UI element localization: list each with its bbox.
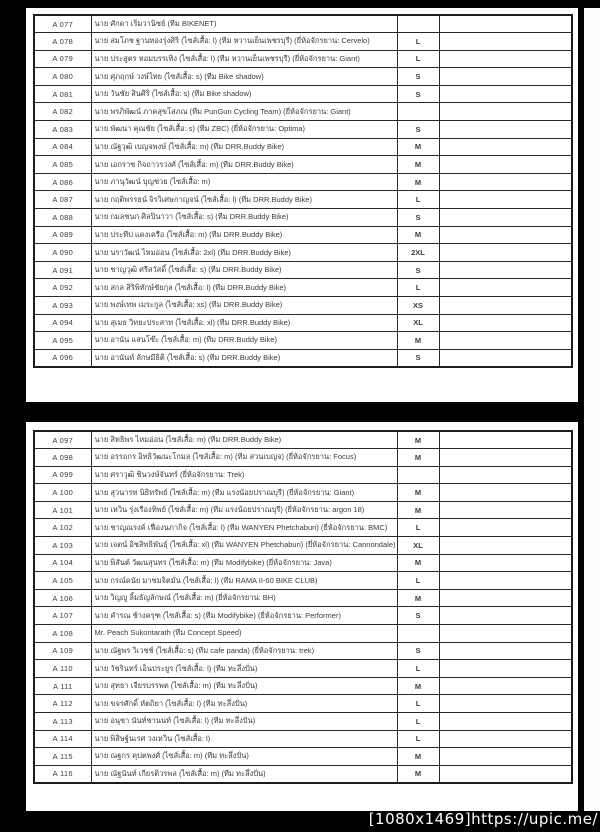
table-row (34, 466, 572, 484)
shirt-size: M (397, 748, 439, 766)
participant-id: A 079 (34, 50, 91, 68)
table-row (34, 642, 572, 660)
shirt-size: S (397, 642, 439, 660)
empty-cell (439, 466, 572, 484)
participant-id: A 094 (34, 314, 91, 332)
shirt-size: S (397, 209, 439, 227)
shirt-size (397, 466, 439, 484)
shirt-size (397, 103, 439, 121)
table-row (34, 677, 572, 695)
empty-cell (439, 191, 572, 209)
participant-id: A 107 (34, 607, 91, 625)
table-row (34, 332, 572, 350)
shirt-size: L (397, 730, 439, 748)
participant-name: นาย เหวิน รุ่งเรืองทิพย์ (ไซส์เสื้อ: m) (ทีม แรงน้อยปราณบุรี) (ยี่ห้อจักรยาน: argon 18) (91, 501, 397, 519)
table-row (34, 226, 572, 244)
participant-name: นาย ภานุวัฒน์ บุญช่วย (ไซส์เสื้อ: m) (91, 173, 397, 191)
table-row (34, 68, 572, 86)
participant-id: A 095 (34, 332, 91, 350)
table-row (34, 431, 572, 449)
participant-id: A 081 (34, 85, 91, 103)
empty-cell (439, 554, 572, 572)
table-row (34, 103, 572, 121)
empty-cell (439, 537, 572, 555)
empty-cell (439, 138, 572, 156)
table-row (34, 625, 572, 643)
participant-name: นาย คำรณ ช้างครุฑ (ไซส์เสื้อ: s) (ทีม Modifybike) (ยี่ห้อจักรยาน: Performer) (91, 607, 397, 625)
table-row (34, 50, 572, 68)
participant-name: นาย ชาญณรงค์ เฟื่องนภากิจ (ไซส์เสื้อ: l) (ทีม WANYEN Phetchaburi) (ยี่ห้อจักรยาน: BMC) (91, 519, 397, 537)
shirt-size: L (397, 660, 439, 678)
shirt-size: XL (397, 314, 439, 332)
participant-id: A 103 (34, 537, 91, 555)
table-row (34, 33, 572, 51)
participant-id: A 106 (34, 589, 91, 607)
empty-cell (439, 15, 572, 33)
shirt-size: M (397, 765, 439, 783)
shirt-size: 2XL (397, 244, 439, 262)
table-row (34, 15, 572, 33)
empty-cell (439, 765, 572, 783)
participant-name: นาย วัชรินทร์ เอ็นประยูร (ไซส์เสื้อ: l) (ทีม ทะลึ่งปั่น) (91, 660, 397, 678)
participant-name: Mr. Peach Sukontarath (ทีม Concept Speed) (91, 625, 397, 643)
shirt-size: XL (397, 537, 439, 555)
empty-cell (439, 209, 572, 227)
participant-name: นาย เจตน์ อิชสิทธิพันธุ์ (ไซส์เสื้อ: xl) (ทีม WANYEN Phetchaburi) (ยี่ห้อจักรยาน: Cannondale) (91, 537, 397, 555)
empty-cell (439, 519, 572, 537)
empty-cell (439, 173, 572, 191)
participant-id: A 090 (34, 244, 91, 262)
participant-id: A 080 (34, 68, 91, 86)
shirt-size: S (397, 261, 439, 279)
shirt-size (397, 625, 439, 643)
participant-name: นาย ขจรศักดิ์ หัตถิยา (ไซส์เสื้อ: l) (ทีม ทะลึ่งปั่น) (91, 695, 397, 713)
participant-name: นาย วันชัย สินศิริ (ไซส์เสื้อ: s) (ทีม Bike shadow) (91, 85, 397, 103)
shirt-size: M (397, 226, 439, 244)
participant-id: A 111 (34, 677, 91, 695)
shirt-size: M (397, 449, 439, 467)
participant-name: นาย ณฐกร คุปตพงศ์ (ไซส์เสื้อ: m) (ทีม ทะลึ่งปั่น) (91, 748, 397, 766)
empty-cell (439, 314, 572, 332)
participant-id: A 113 (34, 713, 91, 731)
table-row (34, 713, 572, 731)
participant-name: นาย สมโภช ฐานทองรุ่งศิริ (ไซส์เสื้อ: l) (ทีม หวานเย็นเพชรบุรี) (ยี่ห้อจักรยาน: Cervelo) (91, 33, 397, 51)
shirt-size: S (397, 121, 439, 139)
shirt-size: M (397, 484, 439, 502)
participant-name: นาย สุวนารท นิธิทรัพย์ (ไซส์เสื้อ: m) (ทีม แรงน้อยปราณบุรี) (ยี่ห้อจักรยาน: Giant) (91, 484, 397, 502)
shirt-size (397, 15, 439, 33)
participant-name: นาย กฤติพรรธน์ จิรวิเศษกาญจน์ (ไซส์เสื้อ: l) (ทีม DRR.Buddy Bike) (91, 191, 397, 209)
shirt-size: L (397, 279, 439, 297)
empty-cell (439, 431, 572, 449)
empty-cell (439, 85, 572, 103)
shirt-size: M (397, 589, 439, 607)
shirt-size: L (397, 713, 439, 731)
participant-id: A 077 (34, 15, 91, 33)
participant-id: A 115 (34, 748, 91, 766)
adjacent-page-edge-sliver (584, 8, 600, 811)
participant-name: นาย ศราวุฒิ ชินวงษ์จันทร์ (ยี่ห้อจักรยาน: Trek) (91, 466, 397, 484)
participant-name: นาย ณัฐวุฒิ เบญจพงษ์ (ไซส์เสื้อ: m) (ทีม DRR.Buddy Bike) (91, 138, 397, 156)
table-row (34, 121, 572, 139)
empty-cell (439, 449, 572, 467)
participant-name: นาย กมลชนก ศิลปินาวา (ไซส์เสื้อ: s) (ทีม DRR.Buddy Bike) (91, 209, 397, 227)
participant-id: A 082 (34, 103, 91, 121)
participant-id: A 093 (34, 297, 91, 315)
shirt-size: M (397, 554, 439, 572)
empty-cell (439, 607, 572, 625)
shirt-size: XS (397, 297, 439, 315)
participant-id: A 083 (34, 121, 91, 139)
participant-name: นาย สุเมธ วิทยะประสาท (ไซส์เสื้อ: xl) (ทีม DRR.Buddy Bike) (91, 314, 397, 332)
shirt-size: L (397, 572, 439, 590)
participant-name: นาย ณัฐพร วิเวชช์ (ไซส์เสื้อ: s) (ทีม cafe panda) (ยี่ห้อจักรยาน: trek) (91, 642, 397, 660)
shirt-size: S (397, 349, 439, 367)
participant-id: A 089 (34, 226, 91, 244)
participant-name: นาย สิทธิพร ไหมอ่อน (ไซส์เสื้อ: m) (ทีม DRR.Buddy Bike) (91, 431, 397, 449)
empty-cell (439, 677, 572, 695)
empty-cell (439, 332, 572, 350)
table-row (34, 589, 572, 607)
participant-id: A 116 (34, 765, 91, 783)
empty-cell (439, 156, 572, 174)
roster-table-page-2 (33, 430, 573, 784)
empty-cell (439, 572, 572, 590)
table-row (34, 173, 572, 191)
table-row (34, 695, 572, 713)
table-row (34, 484, 572, 502)
participant-name: นาย ศักดา เริ่มวานิชย์ (ทีม BIKENET) (91, 15, 397, 33)
table-row (34, 607, 572, 625)
empty-cell (439, 297, 572, 315)
table-row (34, 209, 572, 227)
empty-cell (439, 501, 572, 519)
table-row (34, 554, 572, 572)
participant-name: นาย พัฒนา คุณชัย (ไซส์เสื้อ: s) (ทีม ZBC) (ยี่ห้อจักรยาน: Optima) (91, 121, 397, 139)
table-row (34, 501, 572, 519)
participant-id: A 096 (34, 349, 91, 367)
participant-id: A 108 (34, 625, 91, 643)
participant-id: A 098 (34, 449, 91, 467)
participant-name: นาย เอกราช กิจถาวรวงศ์ (ไซส์เสื้อ: m) (ทีม DRR.Buddy Bike) (91, 156, 397, 174)
empty-cell (439, 121, 572, 139)
participant-name: นาย ชาญวุฒิ ศรีสวัสดิ์ (ไซส์เสื้อ: s) (ทีม DRR.Buddy Bike) (91, 261, 397, 279)
empty-cell (439, 589, 572, 607)
shirt-size: M (397, 156, 439, 174)
participant-id: A 105 (34, 572, 91, 590)
participant-id: A 102 (34, 519, 91, 537)
participant-id: A 087 (34, 191, 91, 209)
shirt-size: M (397, 332, 439, 350)
participant-id: A 084 (34, 138, 91, 156)
participant-id: A 092 (34, 279, 91, 297)
participant-id: A 099 (34, 466, 91, 484)
shirt-size: L (397, 50, 439, 68)
participant-id: A 112 (34, 695, 91, 713)
participant-name: นาย อรรถกร อิทธิวัฒนะโกมล (ไซส์เสื้อ: m) (ทีม สวนเบญจ) (ยี่ห้อจักรยาน: Focus) (91, 449, 397, 467)
participant-id: A 086 (34, 173, 91, 191)
participant-name: นาย พงษ์เทพ เมระกูล (ไซส์เสื้อ: xs) (ทีม DRR.Buddy Bike) (91, 297, 397, 315)
participant-name: นาย ศุภฤกษ์ วงษ์ไทย (ไซส์เสื้อ: s) (ทีม Bike shadow) (91, 68, 397, 86)
participant-name: นาย ณัฐนันท์ เกียรติวรพล (ไซส์เสื้อ: m) (ทีม ทะลึ่งปั่น) (91, 765, 397, 783)
shirt-size: M (397, 138, 439, 156)
empty-cell (439, 50, 572, 68)
shirt-size: M (397, 677, 439, 695)
document-page-1 (26, 8, 578, 402)
table-row (34, 244, 572, 262)
table-row (34, 730, 572, 748)
shirt-size: M (397, 173, 439, 191)
table-row (34, 748, 572, 766)
participant-name: นาย อนุชา นันท์ชานนท์ (ไซส์เสื้อ: l) (ทีม ทะลึ่งปั่น) (91, 713, 397, 731)
shirt-size: L (397, 191, 439, 209)
participant-id: A 078 (34, 33, 91, 51)
empty-cell (439, 68, 572, 86)
empty-cell (439, 33, 572, 51)
participant-id: A 114 (34, 730, 91, 748)
participant-name: นาย อานันท์ ลักษมีธิติ (ไซส์เสื้อ: s) (ทีม DRR.Buddy Bike) (91, 349, 397, 367)
table-row (34, 279, 572, 297)
participant-id: A 104 (34, 554, 91, 572)
shirt-size: L (397, 33, 439, 51)
participant-id: A 097 (34, 431, 91, 449)
shirt-size: M (397, 431, 439, 449)
empty-cell (439, 642, 572, 660)
empty-cell (439, 660, 572, 678)
table-row (34, 191, 572, 209)
participant-name: นาย พรภิพัฒน์ ภาคสุขโสภณ (ทีม PunGun Cycling Team) (ยี่ห้อจักรยาน: Giant) (91, 103, 397, 121)
empty-cell (439, 748, 572, 766)
empty-cell (439, 279, 572, 297)
table-row (34, 537, 572, 555)
empty-cell (439, 730, 572, 748)
shirt-size: L (397, 695, 439, 713)
participant-name: นาย นราวัฒน์ ไหมอ่อน (ไซส์เสื้อ: 2xl) (ทีม DRR.Buddy Bike) (91, 244, 397, 262)
participant-id: A 085 (34, 156, 91, 174)
table-row (34, 156, 572, 174)
participant-name: นาย ประสูตร หอมบรรเทิง (ไซส์เสื้อ: l) (ทีม หวานเย็นเพชรบุรี) (ยี่ห้อจักรยาน: Giant) (91, 50, 397, 68)
shirt-size: L (397, 519, 439, 537)
table-row (34, 765, 572, 783)
table-row (34, 297, 572, 315)
table-row (34, 660, 572, 678)
empty-cell (439, 484, 572, 502)
shirt-size: S (397, 607, 439, 625)
roster-table-page-1 (33, 14, 573, 368)
table-row (34, 314, 572, 332)
empty-cell (439, 244, 572, 262)
empty-cell (439, 695, 572, 713)
empty-cell (439, 713, 572, 731)
participant-name: นาย สกล สิริพิทักษ์ชัยกุล (ไซส์เสื้อ: l) (ทีม DRR.Buddy Bike) (91, 279, 397, 297)
empty-cell (439, 625, 572, 643)
participant-id: A 110 (34, 660, 91, 678)
empty-cell (439, 226, 572, 244)
participant-name: นาย สุทธา เจียรบรรพต (ไซส์เสื้อ: m) (ทีม ทะลึ่งปั่น) (91, 677, 397, 695)
shirt-size: S (397, 85, 439, 103)
table-row (34, 261, 572, 279)
participant-id: A 091 (34, 261, 91, 279)
table-row (34, 138, 572, 156)
document-page-2 (26, 422, 578, 811)
participant-id: A 109 (34, 642, 91, 660)
participant-name: นาย กรณ์ดนัย มาชมจิตมั่น (ไซส์เสื้อ: l) (ทีม RAMA II-60 BIKE CLUB) (91, 572, 397, 590)
table-row (34, 349, 572, 367)
participant-id: A 100 (34, 484, 91, 502)
table-row (34, 85, 572, 103)
shirt-size: M (397, 501, 439, 519)
participant-name: นาย ประทีป แดงเครือ (ไซส์เสื้อ: m) (ทีม DRR.Buddy Bike) (91, 226, 397, 244)
participant-id: A 088 (34, 209, 91, 227)
table-row (34, 519, 572, 537)
participant-name: นาย พิสันต์ วัฒนสุนทร (ไซส์เสื้อ: m) (ทีม Modifybike) (ยี่ห้อจักรยาน: Java) (91, 554, 397, 572)
watermark-text: [1080x1469]https://upic.me/ (368, 810, 598, 828)
empty-cell (439, 349, 572, 367)
shirt-size: S (397, 68, 439, 86)
empty-cell (439, 103, 572, 121)
table-row (34, 572, 572, 590)
participant-name: นาย พิสิษฐ์นเรศ วงเหวิน (ไซส์เสื้อ: l) (91, 730, 397, 748)
participant-name: นาย วิญญู ลิ้มธัญลักษณ์ (ไซส์เสื้อ: m) (ยี่ห้อจักรยาน: BH) (91, 589, 397, 607)
participant-name: นาย อานัน แสนโซ๊ะ (ไซส์เสื้อ: m) (ทีม DRR.Buddy Bike) (91, 332, 397, 350)
empty-cell (439, 261, 572, 279)
table-row (34, 449, 572, 467)
participant-id: A 101 (34, 501, 91, 519)
